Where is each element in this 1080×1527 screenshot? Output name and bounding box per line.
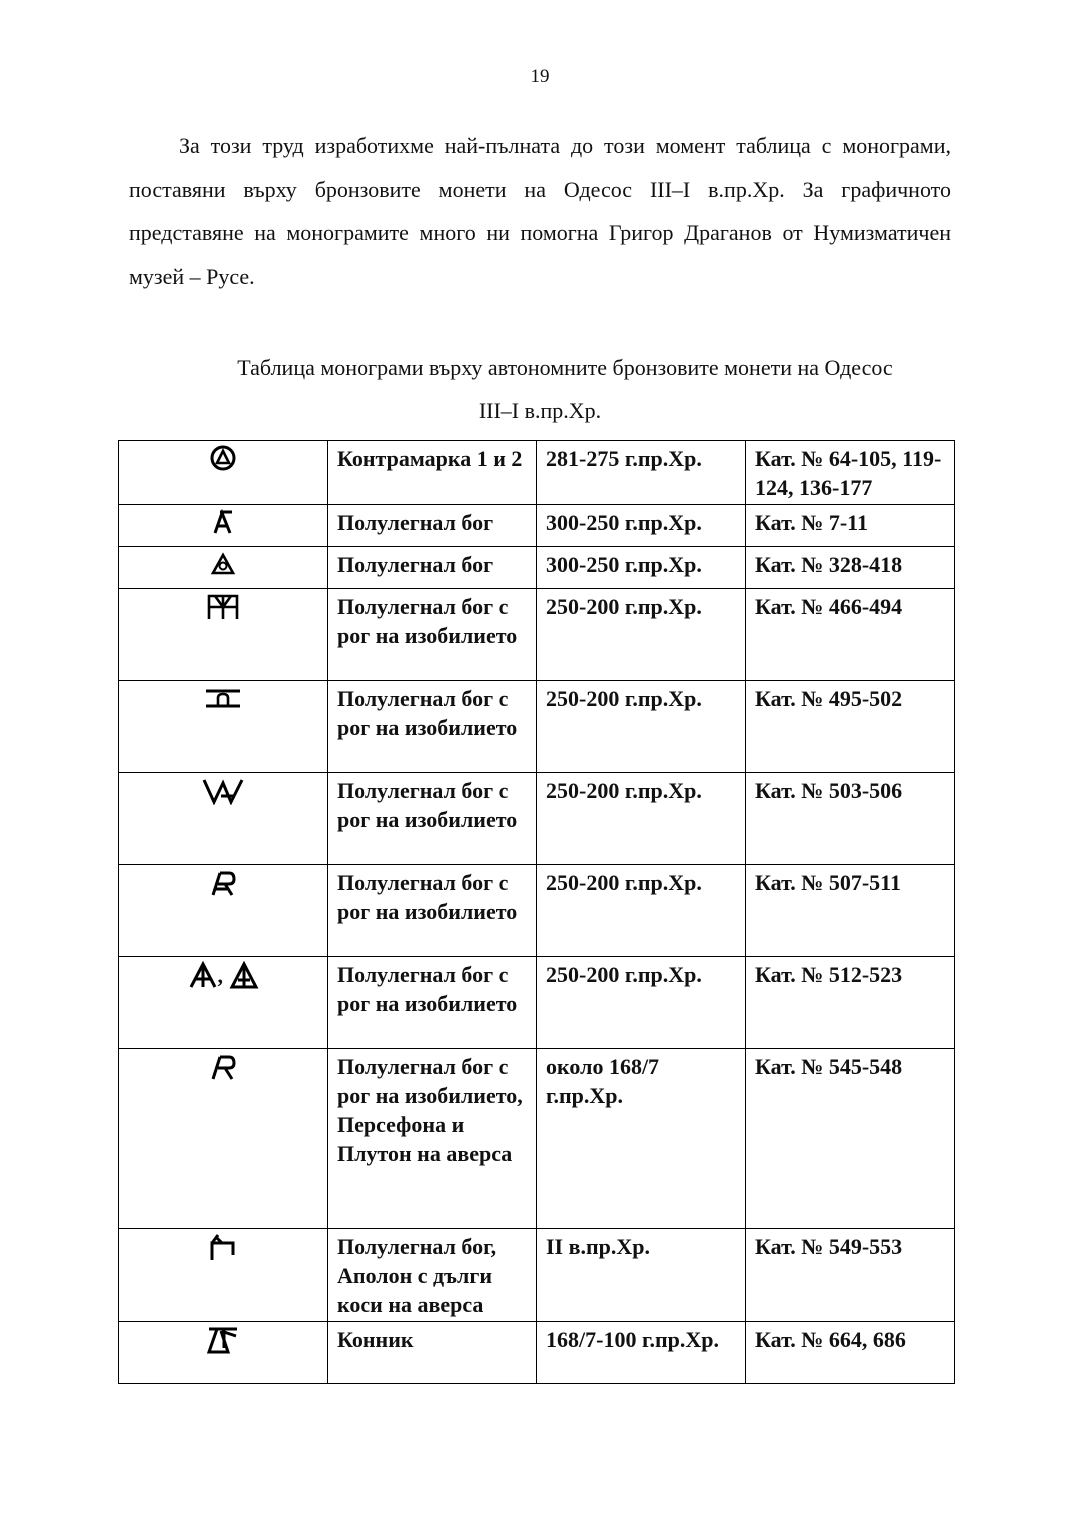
type-cell: Полулегнал бог <box>328 547 537 589</box>
table-row <box>119 505 955 547</box>
pi-tick-monogram-icon <box>208 1233 238 1261</box>
monogram-cell <box>119 773 328 865</box>
catalog-cell: Кат. № 664, 686 <box>746 1322 955 1384</box>
table-row <box>119 957 955 1049</box>
double-v-monogram-icon <box>201 777 245 805</box>
date-cell: около 168/7 г.пр.Хр. <box>537 1049 746 1229</box>
monogram-separator: , <box>217 963 223 988</box>
date-cell: 300-250 г.пр.Хр. <box>537 505 746 547</box>
date-cell: II в.пр.Хр. <box>537 1229 746 1322</box>
monogram-cell <box>119 1049 328 1229</box>
type-cell: Полулегнал бог с рог на изобилието <box>328 865 537 957</box>
rho-alpha-monogram-icon <box>209 1053 237 1081</box>
table-row <box>119 773 955 865</box>
type-cell: Полулегнал бог с рог на изобилието <box>328 957 537 1049</box>
table-row <box>119 547 955 589</box>
monogram-cell <box>119 1229 328 1322</box>
table-row <box>119 1049 955 1229</box>
table-row <box>119 1229 955 1322</box>
date-cell: 250-200 г.пр.Хр. <box>537 957 746 1049</box>
circle-delta-monogram-icon <box>210 445 236 471</box>
alpha-bar-monogram-icon <box>210 509 236 535</box>
type-cell: Полулегнал бог с рог на изобилието <box>328 773 537 865</box>
date-cell: 300-250 г.пр.Хр. <box>537 547 746 589</box>
table-caption-line-1: Таблица монограми върху автономните бронзовите монети на Одесос <box>237 355 893 380</box>
delta-cross-monogram-icon <box>229 961 259 989</box>
date-cell: 250-200 г.пр.Хр. <box>537 865 746 957</box>
type-cell: Полулегнал бог, Аполон с дълги коси на аверса <box>328 1229 537 1322</box>
page-number: 19 <box>530 66 550 87</box>
type-cell: Полулегнал бог с рог на изобилието <box>328 589 537 681</box>
table-row <box>119 589 955 681</box>
delta-gamma-monogram-icon <box>206 1326 240 1354</box>
table-caption-line-2: III–I в.пр.Хр. <box>478 398 602 423</box>
catalog-cell: Кат. № 495-502 <box>746 681 955 773</box>
monogram-table <box>118 440 955 1384</box>
catalog-cell: Кат. № 503-506 <box>746 773 955 865</box>
monogram-cell <box>119 957 328 1049</box>
type-cell: Конник <box>328 1322 537 1384</box>
table-row <box>119 681 955 773</box>
date-cell: 168/7-100 г.пр.Хр. <box>537 1322 746 1384</box>
catalog-cell: Кат. № 545-548 <box>746 1049 955 1229</box>
catalog-cell: Кат. № 512-523 <box>746 957 955 1049</box>
alpha-cross-monogram-icon <box>188 961 218 989</box>
table-row <box>119 441 955 505</box>
type-cell: Контрамарка 1 и 2 <box>328 441 537 505</box>
monogram-cell <box>119 1322 328 1384</box>
type-cell: Полулегнал бог с рог на изобилието, Персефона и Плутон на аверса <box>328 1049 537 1229</box>
date-cell: 281-275 г.пр.Хр. <box>537 441 746 505</box>
monogram-cell <box>119 865 328 957</box>
catalog-cell: Кат. № 64-105, 119-124, 136-177 <box>746 441 955 505</box>
monogram-cell <box>119 441 328 505</box>
box-cross-monogram-icon <box>206 593 240 621</box>
monogram-cell <box>119 547 328 589</box>
catalog-cell: Кат. № 328-418 <box>746 547 955 589</box>
monogram-cell <box>119 505 328 547</box>
table-row <box>119 1322 955 1384</box>
table-caption <box>129 346 951 432</box>
catalog-cell: Кат. № 7-11 <box>746 505 955 547</box>
monogram-cell <box>119 589 328 681</box>
catalog-cell: Кат. № 466-494 <box>746 589 955 681</box>
delta-loop-monogram-icon <box>210 551 236 577</box>
catalog-cell: Кат. № 549-553 <box>746 1229 955 1322</box>
type-cell: Полулегнал бог с рог на изобилието <box>328 681 537 773</box>
type-cell: Полулегнал бог <box>328 505 537 547</box>
date-cell: 250-200 г.пр.Хр. <box>537 589 746 681</box>
intro-paragraph: За този труд изработихме най-пълната до този момент таблица с монограми, поставяни върху бронзовите монети на Одесос III–I в.пр.Хр. За графичното представяне на монограмите много ни помогна Григор Драганов от Нумизматичен музей – Русе. <box>129 133 951 289</box>
date-cell: 250-200 г.пр.Хр. <box>537 773 746 865</box>
bar-loop-monogram-icon <box>203 685 243 711</box>
monogram-cell <box>119 681 328 773</box>
alpha-rho-monogram-icon <box>209 869 237 897</box>
date-cell: 250-200 г.пр.Хр. <box>537 681 746 773</box>
catalog-cell: Кат. № 507-511 <box>746 865 955 957</box>
table-row <box>119 865 955 957</box>
